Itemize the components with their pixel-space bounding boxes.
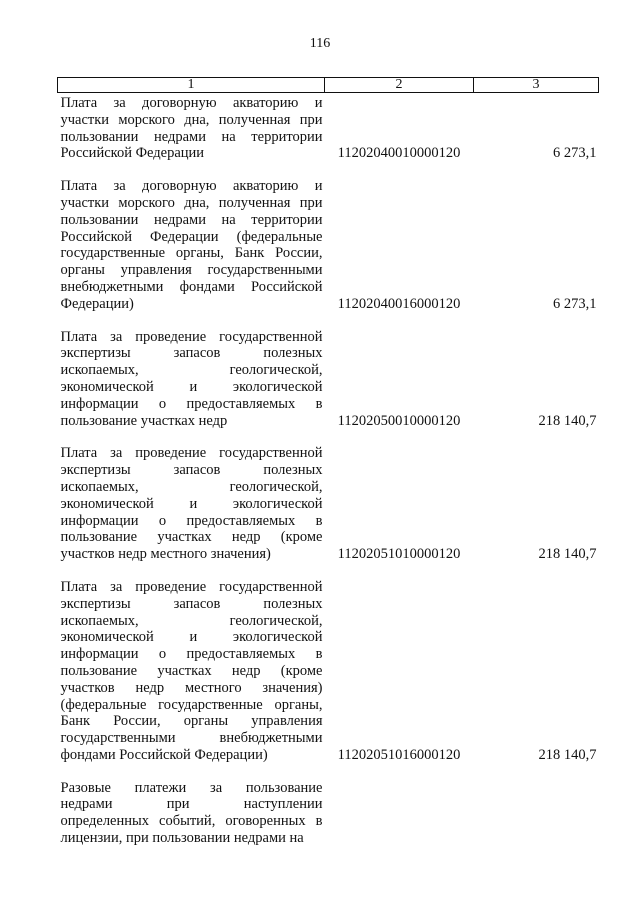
row-name-line: Плата за договорную акваторию и: [60, 95, 323, 111]
row-spacer: [58, 563, 599, 577]
table-row: [58, 577, 599, 764]
row-name-line: ископаемых, геологической,: [60, 478, 323, 495]
row-name-line: пользование участках недр: [60, 412, 228, 429]
row-name-line: участки морского дна, полученная при: [60, 194, 323, 211]
row-code: 11202050010000120: [337, 412, 461, 429]
table-row: [58, 327, 599, 430]
row-spacer: [58, 429, 599, 443]
row-amount: [474, 778, 599, 847]
row-name-line: Федерации): [60, 295, 134, 312]
column-header-name: 1: [58, 78, 325, 93]
row-name: [58, 176, 325, 312]
table-row: [58, 176, 599, 312]
row-amount: 6 273,1: [553, 145, 597, 162]
row-name: [58, 443, 325, 563]
row-name-line: Плата за проведение государственной: [60, 328, 323, 345]
table-header-row: [58, 78, 599, 93]
row-spacer: [58, 162, 599, 176]
row-name-line: пользование участках недр (кроме: [60, 529, 323, 546]
row-name-line: государственные органы, Банк России,: [60, 245, 323, 262]
row-name-line: информации о предоставляемых в: [60, 512, 323, 529]
row-name-line: участки морского дна, полученная при: [60, 111, 323, 128]
row-amount: 218 140,7: [538, 412, 597, 429]
page-number: 116: [309, 36, 331, 51]
row-name-line: экспертизы запасов полезных: [60, 595, 323, 612]
row-code: 11202040010000120: [337, 145, 461, 162]
row-spacer: [58, 313, 599, 327]
table-row: [58, 93, 599, 163]
row-name-line: ископаемых, геологической,: [60, 612, 323, 629]
row-name-line: внебюджетными фондами Российской: [60, 278, 323, 295]
row-name-line: Плата за проведение государственной: [60, 578, 323, 595]
row-name-line: экспертизы запасов полезных: [60, 345, 323, 362]
row-name-line: участков недр местного значения): [60, 679, 323, 696]
row-name-line: экономической и экологической: [60, 378, 323, 395]
row-name-line: Плата за проведение государственной: [60, 445, 323, 462]
column-header-amount: 3: [474, 78, 599, 93]
row-name-line: информации о предоставляемых в: [60, 646, 323, 663]
row-code: 11202051016000120: [337, 746, 461, 763]
column-header-code: 2: [325, 78, 474, 93]
row-name-line: фондами Российской Федерации): [60, 746, 268, 763]
row-name-line: ископаемых, геологической,: [60, 362, 323, 379]
budget-table: [57, 77, 599, 847]
row-name-line: Российской Федерации (федеральные: [60, 228, 323, 245]
row-spacer-cell: [58, 764, 599, 778]
row-spacer: [58, 764, 599, 778]
row-name-line: экономической и экологической: [60, 495, 323, 512]
row-name: [58, 93, 325, 163]
row-amount: 218 140,7: [538, 546, 597, 563]
row-name: [58, 327, 325, 430]
row-spacer-cell: [58, 563, 599, 577]
row-name: [58, 778, 325, 847]
row-name-line: недрами при наступлении: [60, 796, 323, 813]
table-body: [58, 93, 599, 847]
row-name-line: (федеральные государственные органы,: [60, 696, 323, 713]
row-name-line: пользовании недрами на территории: [60, 211, 323, 228]
row-amount: 218 140,7: [538, 746, 597, 763]
row-spacer-cell: [58, 429, 599, 443]
table-row: [58, 443, 599, 563]
row-name-line: определенных событий, оговоренных в: [60, 813, 323, 830]
row-name-line: Плата за договорную акваторию и: [60, 178, 323, 195]
row-name: [58, 577, 325, 764]
row-name-line: информации о предоставляемых в: [60, 395, 323, 412]
row-code: 11202051010000120: [337, 546, 461, 563]
table-row: [58, 778, 599, 847]
row-name-line: государственными внебюджетными: [60, 730, 323, 747]
row-name-line: участков недр местного значения): [60, 546, 271, 563]
row-name-line: лицензии, при пользовании недрами на: [60, 830, 304, 847]
row-name-line: органы управления государственными: [60, 262, 323, 279]
row-name-line: экономической и экологической: [60, 629, 323, 646]
row-code: 11202040016000120: [337, 295, 461, 312]
row-name-line: Банк России, органы управления: [60, 713, 323, 730]
row-name-line: Российской Федерации: [60, 145, 205, 162]
row-name-line: пользование участках недр (кроме: [60, 662, 323, 679]
row-spacer-cell: [58, 162, 599, 176]
row-name-line: Разовые платежи за пользование: [60, 779, 323, 796]
row-code: [325, 778, 474, 847]
row-spacer-cell: [58, 313, 599, 327]
row-amount: 6 273,1: [553, 295, 597, 312]
row-name-line: пользовании недрами на территории: [60, 128, 323, 145]
row-name-line: экспертизы запасов полезных: [60, 462, 323, 479]
